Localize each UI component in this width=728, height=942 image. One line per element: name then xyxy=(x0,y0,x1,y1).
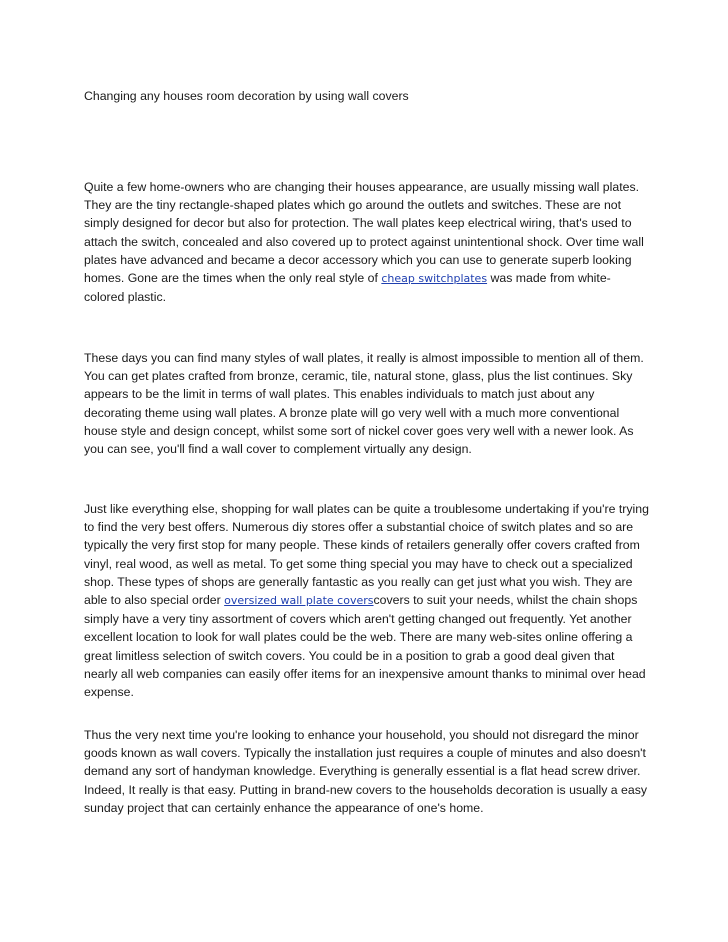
paragraph-1-text-before: Quite a few home-owners who are changing their houses appearance, are usually missing wall plates. They are the tiny rectangle-shaped plates which go around the outlets and switches. These are not simply designed for decor but also for protection. The wall plates keep electrical wiring, that's used to attach the switch, concealed and also covered up to protect against unintentional shock. Over time wall plates have advanced and became a decor accessory which you can use to generate superb looking homes. Gone are the times when the only real style of xyxy=(84,180,644,286)
paragraph-2: These days you can find many styles of wall plates, it really is almost impossible to mention all of them. You can get plates crafted from bronze, ceramic, tile, natural stone, glass, plus the list continues. Sky appears to be the limit in terms of wall plates. This enables individuals to match just about any decorating theme using wall plates. A bronze plate will go very well with a much more conventional house style and design concept, whilst some sort of nickel cover goes very well with a newer look. As you can see, you'll find a wall cover to complement virtually any design. xyxy=(84,351,644,457)
paragraph-3 xyxy=(84,500,650,701)
document-title: Changing any houses room decoration by using wall covers xyxy=(84,89,409,103)
paragraph-4: Thus the very next time you're looking to enhance your household, you should not disregard the minor goods known as wall covers. Typically the installation just requires a couple of minutes and also doesn't demand any sort of handyman knowledge. Everything is generally essential is a flat head screw driver. Indeed, It really is that easy. Putting in brand-new covers to the households decoration is usually a easy sunday project that can certainly enhance the appearance of one's home. xyxy=(84,728,648,815)
paragraph-1-text-after: was made from white-colored plastic. xyxy=(84,271,611,305)
paragraph-3-text-before: Just like everything else, shopping for wall plates can be quite a troublesome undertaking if you're trying to find the very best offers. Numerous diy stores offer a substantial choice of switch plates and so are typically the very first stop for many people. These kinds of retailers generally offer covers crafted from vinyl, real wood, as well as metal. To get some thing special you may have to check out a specialized shop. These types of shops are generally fantastic as you really can get just what you wish. They are able to also special order xyxy=(84,502,649,608)
cheap-switchplates-link[interactable]: cheap switchplates xyxy=(381,272,488,286)
oversized-wall-plate-covers-link[interactable]: oversized wall plate covers xyxy=(224,594,374,608)
paragraph-3-text-after: covers to suit your needs, whilst the chain shops simply have a very tiny assortment of covers which aren't getting changed out frequently. Yet another excellent location to look for wall plates could be the web. There are many web-sites online offering a great limitless selection of switch covers. You could be in a position to grab a good deal given that nearly all web companies can easily offer items for an inexpensive amount thanks to minimal over head expense. xyxy=(84,593,646,700)
paragraph-1 xyxy=(84,178,650,306)
